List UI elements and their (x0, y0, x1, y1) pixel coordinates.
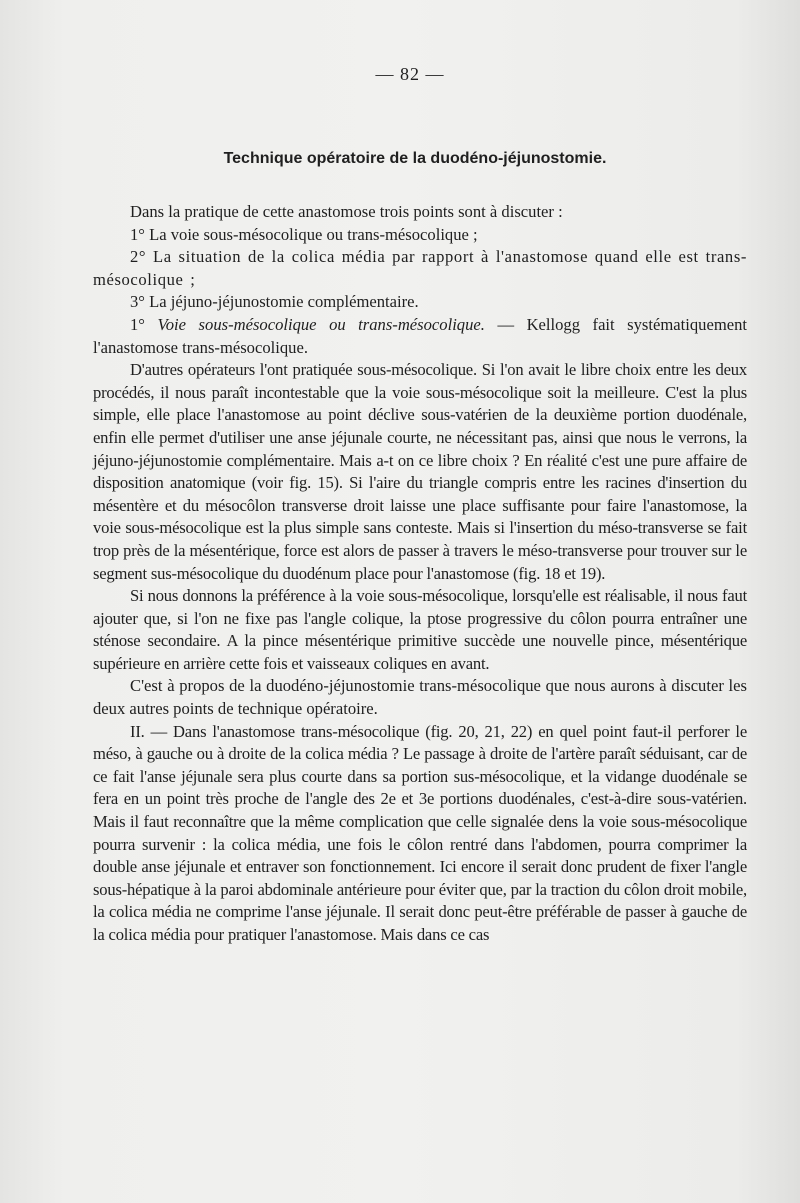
paragraph-voie-rest: — Kellogg fait systématiquement l'anastomose trans-mésocolique. (93, 314, 747, 357)
section-heading: Technique opératoire de la duodéno-jéjunostomie. (223, 150, 607, 167)
body-text (93, 201, 747, 947)
paragraph-intro: Dans la pratique de cette anastomose trois points sont à discuter : (130, 202, 563, 221)
paragraph-preference: Si nous donnons la préférence à la voie sous-mésocolique, lorsqu'elle est réalisable, il nous faut ajouter que, si l'on ne fixe pas l'angle colique, la ptose progressive du côlon pourra entraîner une sténose secondaire. A la pince mésentérique primitive succède une nouvelle pince, mésentérique supérieure en arrière cette fois et vaisseaux coliques en avant. (93, 586, 747, 673)
paragraph-point-3: 3° La jéjuno-jéjunostomie complémentaire. (130, 292, 419, 312)
paragraph-point-2: 2° La situation de la colica média par rapport à l'anastomose quand elle est trans-mésocolique ; (93, 247, 747, 289)
paragraph-voie-italic: Voie sous-mésocolique ou trans-mésocolique. (157, 314, 485, 334)
paragraph-ii: II. — Dans l'anastomose trans-mésocolique (fig. 20, 21, 22) en quel point faut-il perforer le méso, à gauche ou à droite de la colica média ? Le passage à droite de l'artère paraît séduisant, car de ce fait l'anse jéjunale sera plus courte dans sa portion sus-mésocolique, et la vidange duodénale se fera en un point très proche de l'angle des 2e et 3e portions duodénales, c'est-à-dire sous-vatérien. Mais il faut reconnaître que la même complication que celle signalée dens la voie sous-mésocolique pourra survenir : la colica média, une fois le côlon rentré dans l'abdomen, pourra comprimer la double anse jéjunale et entraver son fonctionnement. Ici encore il serait donc prudent de fixer l'angle sous-hépatique à la paroi abdominale antérieure pour éviter que, par la traction du côlon droit mobile, la colica média ne comprime l'anse jéjunale. Il serait donc peut-être préférable de passer à gauche de la colica média pour pratiquer l'anastomose. Mais dans ce cas (93, 721, 747, 944)
paragraph-voie (93, 314, 747, 359)
paragraph-propos: C'est à propos de la duodéno-jéjunostomie trans-mésocolique que nous aurons à discuter les deux autres points de technique opératoire. (93, 676, 747, 719)
paragraph-autres-operateurs: D'autres opérateurs l'ont pratiquée sous-mésocolique. Si l'on avait le libre choix entre les deux procédés, il nous paraît incontestable que la voie sous-mésocolique soit la meilleure. C'est la plus simple, elle place l'anastomose au point déclive sous-vatérien de la deuxième portion duodénale, enfin elle permet d'utiliser une anse jéjunale courte, ne nécessitant pas, ainsi que nous le verrons, la jéjuno-jéjunostomie complémentaire. Mais a-t on ce libre choix ? En réalité c'est une pure affaire de disposition anatomique (voir fig. 15). Si l'aire du triangle compris entre les racines d'insertion du mésentère et du mésocôlon transverse droit laisse une place suffisante pour faire l'anastomose, la voie sous-mésocolique est la plus simple sans conteste. Mais si l'insertion du méso-transverse se fait trop près de la mésentérique, force est alors de passer à travers le méso-transverse pour trouver sur le segment sus-mésocolique du duodénum place pour l'anastomose (fig. 18 et 19). (93, 360, 747, 583)
page-number: — 82 — (375, 64, 445, 84)
paragraph-voie-lead: 1° (130, 314, 158, 334)
paragraph-point-1: 1° La voie sous-mésocolique ou trans-mésocolique ; (130, 224, 478, 244)
